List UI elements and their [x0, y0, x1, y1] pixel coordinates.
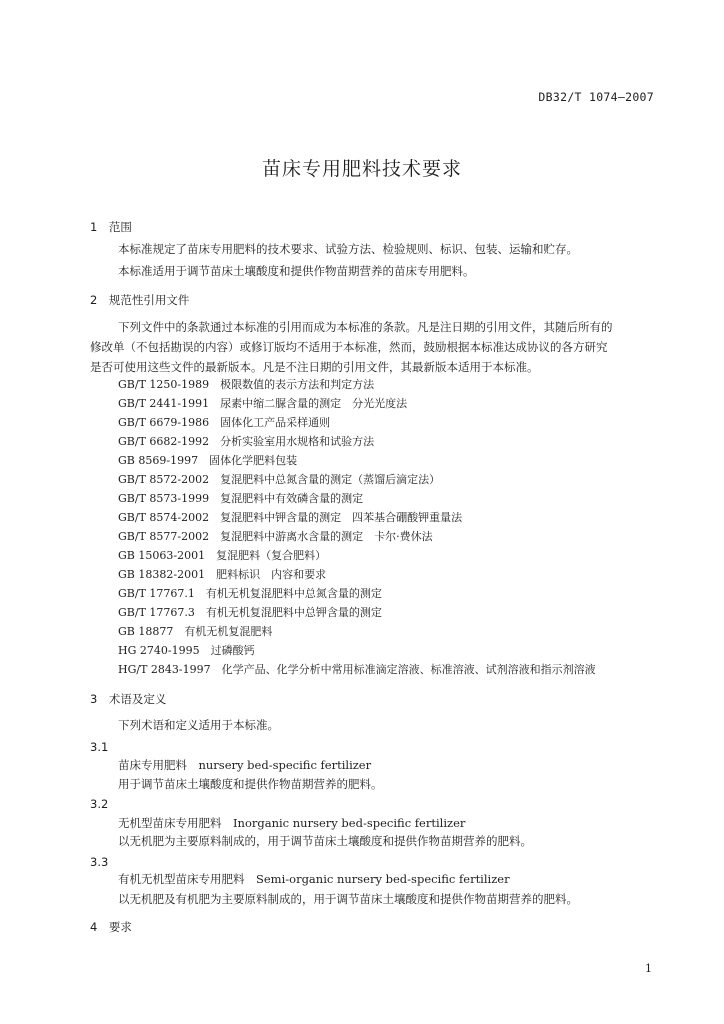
- paragraph-line: 下列文件中的条款通过本标准的引用而成为本标准的条款。凡是注日期的引用文件，其随后所有的: [118, 320, 613, 334]
- reference-item: GB/T 1250-1989 极限数值的表示方法和判定方法: [118, 378, 375, 391]
- reference-item: GB/T 6682-1992 分析实验室用水规格和试验方法: [118, 435, 375, 448]
- reference-item: GB/T 2441-1991 尿素中缩二脲含量的测定 分光光度法: [118, 397, 408, 410]
- reference-item: HG 2740-1995 过磷酸钙: [118, 644, 255, 657]
- term-title: 有机无机型苗床专用肥料 Semi-organic nursery bed-specific fertilizer: [118, 872, 510, 886]
- reference-item: GB 18382-2001 肥料标识 内容和要求: [118, 568, 327, 581]
- paragraph-line: 下列术语和定义适用于本标准。: [118, 718, 279, 732]
- reference-item: HG/T 2843-1997 化学产品、化学分析中常用标准滴定溶液、标准溶液、试剂溶液和指示剂溶液: [118, 663, 596, 676]
- reference-item: GB 18877 有机无机复混肥料: [118, 625, 273, 638]
- term-number: 3.3: [90, 855, 109, 869]
- reference-item: GB 15063-2001 复混肥料（复合肥料）: [118, 549, 327, 562]
- term-title: 苗床专用肥料 nursery bed-specific fertilizer: [118, 758, 372, 772]
- section-heading: 2 规范性引用文件: [90, 293, 190, 307]
- section-heading: 4 要求: [90, 920, 132, 934]
- section-heading: 1 范围: [90, 220, 132, 234]
- reference-item: GB/T 8577-2002 复混肥料中游离水含量的测定 卡尔·费休法: [118, 530, 433, 543]
- reference-item: GB/T 6679-1986 固体化工产品采样通则: [118, 416, 331, 429]
- paragraph-line: 修改单（不包括勘误的内容）或修订版均不适用于本标准，然而，鼓励根据本标准达成协议的各方研究: [90, 340, 608, 354]
- term-number: 3.2: [90, 797, 109, 811]
- term-definition: 以无机肥及有机肥为主要原料制成的，用于调节苗床土壤酸度和提供作物苗期营养的肥料。: [118, 892, 578, 906]
- section-heading: 3 术语及定义: [90, 692, 167, 706]
- standard-code: DB32/T 1074—2007: [538, 90, 654, 104]
- reference-item: GB/T 8573-1999 复混肥料中有效磷含量的测定: [118, 492, 364, 505]
- term-number: 3.1: [90, 740, 109, 754]
- reference-item: GB/T 8574-2002 复混肥料中钾含量的测定 四苯基合硼酸钾重量法: [118, 511, 463, 524]
- reference-item: GB 8569-1997 固体化学肥料包装: [118, 454, 298, 467]
- term-definition: 以无机肥为主要原料制成的，用于调节苗床土壤酸度和提供作物苗期营养的肥料。: [118, 834, 532, 848]
- document-title: 苗床专用肥料技术要求: [261, 158, 462, 180]
- paragraph-line: 本标准适用于调节苗床土壤酸度和提供作物苗期营养的苗床专用肥料。: [118, 264, 475, 278]
- paragraph-line: 是否可使用这些文件的最新版本。凡是不注日期的引用文件，其最新版本适用于本标准。: [90, 360, 539, 374]
- term-title: 无机型苗床专用肥料 Inorganic nursery bed-specific fertilizer: [118, 816, 466, 830]
- reference-item: GB/T 17767.3 有机无机复混肥料中总钾含量的测定: [118, 606, 382, 619]
- page-number: 1: [645, 962, 652, 975]
- term-definition: 用于调节苗床土壤酸度和提供作物苗期营养的肥料。: [118, 777, 383, 791]
- reference-item: GB/T 8572-2002 复混肥料中总氮含量的测定（蒸馏后滴定法）: [118, 473, 441, 486]
- reference-item: GB/T 17767.1 有机无机复混肥料中总氮含量的测定: [118, 587, 382, 600]
- paragraph-line: 本标准规定了苗床专用肥料的技术要求、试验方法、检验规则、标识、包装、运输和贮存。: [118, 242, 578, 256]
